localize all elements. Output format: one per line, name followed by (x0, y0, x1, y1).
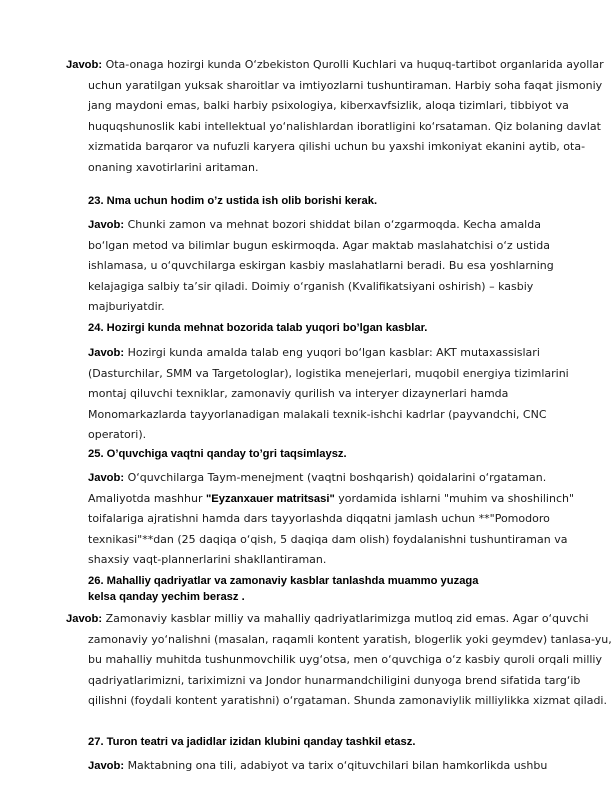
answer-block (88, 468, 578, 571)
answer-text: Ota-onaga hozirgi kunda O‘zbekiston Qurolli Kuchlari va huquq-tartibot organlarida ayollar uchun yaratilgan yuksak sharoitlar va imtiyozlarni tushuntiraman. Harbiy soha faqat jismoniy jang maydoni emas, balki harbiy psixologiya, kiberxavfsizlik, aloqa tizimlari, tibbiyot va huquqshunoslik kabi intellektual yo‘nalishlardan iboratligini ko‘rsataman. Qiz bolaning davlat xizmatida barqaror va nufuzli karyera qilishi uchun bu yaxshi imkoniyat ekanini aytib, ota-onaning xavotirlarini aritaman. (88, 58, 604, 174)
answer-block (66, 609, 612, 712)
question-heading: 24. Hozirgi kunda mehnat bozorida talab yuqori bo’lgan kasblar. (88, 322, 428, 334)
answer-label: Javob: (66, 613, 103, 625)
question-heading (88, 573, 588, 605)
answer-text: Maktabning ona tili, adabiyot va tarix o‘qituvchilari bilan hamkorlikda ushbu (127, 759, 548, 772)
answer-text: O‘quvchilarga Taym-menejment (vaqtni boshqarish) qoidalarini o‘rgataman. Amaliyotda mashhur (88, 471, 547, 505)
question-heading: 27. Turon teatri va jadidlar izidan klubini qanday tashkil etasz. (88, 736, 416, 748)
answer-text: Hozirgi kunda amalda talab eng yuqori bo‘lgan kasblar: AKT mutaxassislari (Dasturchilar, SMM va Targetologlar), logistika menejerlari, muqobil energiya tizimlarini montaj qiluvchi texniklar, zamonaviy qurilish va interyer dizaynerlari hamda Monomarkazlarda tayyorlanadigan malakali texnik-ishchi kadrlar (payvandchi, CNC operatori). (88, 346, 569, 441)
answer-block (88, 756, 588, 777)
answer-label: Javob: (66, 59, 103, 71)
answer-label: Javob: (88, 219, 125, 231)
answer-text: Chunki zamon va mehnat bozori shiddat bilan o‘zgarmoqda. Kecha amalda bo‘lgan metod va bilimlar bugun eskirmoqda. Agar maktab maslahatchisi o‘z ustida ishlamasa, u o‘quvchilarga eskirgan kasbiy maslahatlarni beradi. Bu esa yoshlarning kelajagiga salbiy ta’sir qiladi. Doimiy o‘rganish (Kvalifikatsiyani oshirish) – kasbiy majburiyatdir. (88, 218, 554, 313)
answer-bold-term: "Eyzanxauer matritsasi" (206, 492, 335, 505)
answer-label: Javob: (88, 347, 125, 359)
answer-label: Javob: (88, 760, 125, 772)
answer-block (66, 55, 608, 178)
answer-text: Zamonaviy kasblar milliy va mahalliy qadriyatlarimizga mutloq zid emas. Agar o‘quvchi zamonaviy yo‘nalishni (masalan, raqamli kontent yaratish, blogerlik yoki geymdev) tanlasa-yu, bu mahalliy muhitda tushunmovchilik uyg‘otsa, men o‘quvchiga o‘z kasbiy quroli orqali milliy qadriyatlarimizni, tariximizni va Jondor hunarmandchiligini dunyoga brend sifatida targ‘ib qilishni (foydali kontent yaratishni) o‘rgataman. Shunda zamonaviylik milliylikka xizmat qiladi. (88, 612, 612, 707)
answer-label: Javob: (88, 472, 125, 484)
answer-block (88, 215, 578, 318)
question-heading-line: kelsa qanday yechim berasz . (88, 591, 245, 603)
question-heading: 23. Nma uchun hodim o’z ustida ish olib borishi kerak. (88, 195, 378, 207)
question-heading: 25. O’quvchiga vaqtni qanday to’gri taqsimlaysz. (88, 448, 347, 460)
answer-text-continued: yordamida ishlarni "muhim va shoshilinch" toifalariga ajratishni hamda dars tayyorlashda diqqatni jamlash uchun **"Pomodoro texnikasi"**dan (25 daqiqa o‘qish, 5 daqiqa dam olish) foydalanishni tushuntiraman va shaxsiy vaqt-plannerlarini shakllantiraman. (88, 491, 575, 566)
question-heading-line: 26. Mahalliy qadriyatlar va zamonaviy kasblar tanlashda muammo yuzaga (88, 575, 479, 587)
answer-block (88, 343, 588, 446)
